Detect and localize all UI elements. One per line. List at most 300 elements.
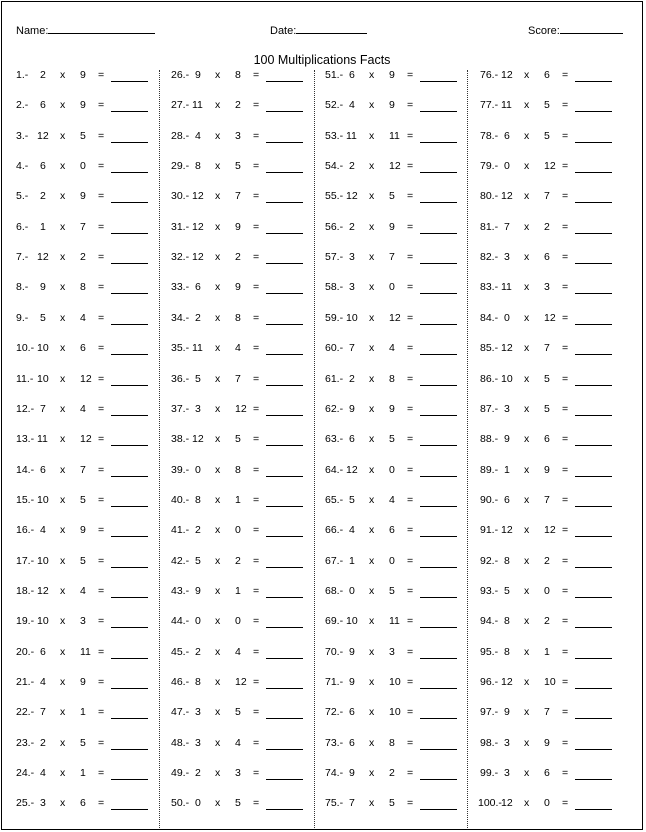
- factor-b: 3: [389, 645, 395, 658]
- times-sign: x: [369, 342, 375, 355]
- problem-number: 28.-: [171, 129, 190, 142]
- problem-row: [325, 69, 465, 83]
- answer-blank[interactable]: [420, 281, 457, 294]
- factor-b: 9: [80, 524, 86, 537]
- factor-b: 2: [235, 251, 241, 264]
- factor-a: 6: [40, 160, 46, 173]
- times-sign: x: [60, 676, 66, 688]
- answer-blank[interactable]: [266, 555, 303, 568]
- times-sign: x: [369, 797, 375, 810]
- answer-blank[interactable]: [575, 646, 612, 659]
- column-divider: [159, 70, 160, 828]
- answer-blank[interactable]: [266, 737, 303, 750]
- factor-a: 11: [501, 281, 512, 294]
- times-sign: x: [369, 251, 375, 264]
- equals-sign: =: [407, 433, 414, 446]
- answer-blank[interactable]: [575, 797, 612, 810]
- answer-blank[interactable]: [575, 99, 612, 112]
- factor-a: 11: [501, 99, 512, 112]
- problem-row: [480, 312, 620, 326]
- factor-b: 7: [544, 190, 550, 203]
- answer-blank[interactable]: [266, 342, 303, 355]
- answer-blank[interactable]: [420, 646, 457, 659]
- factor-a: 6: [504, 129, 510, 142]
- problem-number: 51.-: [325, 69, 344, 81]
- answer-blank[interactable]: [420, 251, 457, 264]
- problem-number: 78.-: [480, 129, 499, 142]
- answer-blank[interactable]: [111, 433, 148, 446]
- factor-b: 7: [80, 463, 86, 476]
- answer-blank[interactable]: [266, 676, 303, 689]
- problem-row: [171, 373, 311, 387]
- answer-blank[interactable]: [266, 646, 303, 659]
- answer-blank[interactable]: [111, 342, 148, 355]
- equals-sign: =: [98, 433, 105, 446]
- answer-blank[interactable]: [266, 706, 303, 719]
- answer-blank[interactable]: [420, 160, 457, 173]
- date-field: [270, 24, 367, 37]
- problem-row: [171, 585, 311, 599]
- equals-sign: =: [407, 342, 414, 355]
- name-label: Name:: [16, 25, 49, 37]
- problem-row: [325, 615, 465, 629]
- answer-blank[interactable]: [575, 524, 612, 537]
- times-sign: x: [369, 554, 375, 567]
- times-sign: x: [60, 524, 66, 537]
- answer-blank[interactable]: [420, 99, 457, 112]
- factor-b: 6: [544, 251, 550, 264]
- times-sign: x: [524, 402, 530, 415]
- factor-a: 10: [346, 615, 358, 628]
- factor-a: 2: [195, 645, 201, 658]
- answer-blank[interactable]: [420, 312, 457, 325]
- answer-blank[interactable]: [266, 160, 303, 173]
- times-sign: x: [215, 372, 221, 385]
- times-sign: x: [60, 311, 66, 324]
- worksheet-title: 100 Multiplications Facts: [253, 53, 391, 67]
- factor-a: 7: [40, 402, 46, 415]
- equals-sign: =: [562, 797, 569, 810]
- answer-blank[interactable]: [111, 130, 148, 143]
- answer-blank[interactable]: [420, 585, 457, 598]
- factor-b: 7: [235, 372, 241, 385]
- answer-blank[interactable]: [575, 676, 612, 689]
- factor-a: 8: [195, 676, 201, 688]
- equals-sign: =: [407, 767, 414, 780]
- problem-row: [171, 797, 311, 811]
- answer-blank[interactable]: [111, 69, 148, 82]
- equals-sign: =: [98, 342, 105, 355]
- answer-blank[interactable]: [266, 585, 303, 598]
- equals-sign: =: [98, 402, 105, 415]
- factor-b: 3: [235, 767, 241, 780]
- factor-a: 9: [349, 676, 355, 688]
- problem-number: 65.-: [325, 493, 344, 506]
- answer-blank[interactable]: [575, 767, 612, 780]
- factor-a: 4: [349, 524, 355, 537]
- answer-blank[interactable]: [575, 585, 612, 598]
- answer-blank[interactable]: [266, 130, 303, 143]
- times-sign: x: [524, 251, 530, 264]
- problem-row: [16, 99, 156, 113]
- factor-b: 0: [389, 281, 395, 294]
- answer-blank[interactable]: [575, 464, 612, 477]
- equals-sign: =: [253, 190, 260, 203]
- equals-sign: =: [253, 433, 260, 446]
- answer-blank[interactable]: [266, 797, 303, 810]
- equals-sign: =: [562, 524, 569, 537]
- factor-a: 5: [349, 493, 355, 506]
- answer-blank[interactable]: [111, 190, 148, 203]
- answer-blank[interactable]: [420, 555, 457, 568]
- answer-blank[interactable]: [575, 221, 612, 234]
- equals-sign: =: [407, 584, 414, 597]
- equals-sign: =: [562, 676, 569, 688]
- problem-number: 37.-: [171, 402, 190, 415]
- equals-sign: =: [407, 493, 414, 506]
- factor-b: 6: [80, 797, 86, 810]
- times-sign: x: [60, 99, 66, 112]
- problem-number: 18.-: [16, 584, 35, 597]
- problem-row: [171, 403, 311, 417]
- answer-blank[interactable]: [266, 464, 303, 477]
- problem-row: [480, 190, 620, 204]
- equals-sign: =: [562, 251, 569, 264]
- answer-blank[interactable]: [420, 433, 457, 446]
- problem-row: [171, 251, 311, 265]
- answer-blank[interactable]: [266, 221, 303, 234]
- answer-blank[interactable]: [111, 251, 148, 264]
- equals-sign: =: [98, 554, 105, 567]
- equals-sign: =: [562, 493, 569, 506]
- problem-row: [325, 524, 465, 538]
- answer-blank[interactable]: [111, 221, 148, 234]
- answer-blank[interactable]: [111, 281, 148, 294]
- factor-a: 10: [37, 554, 49, 567]
- answer-blank[interactable]: [111, 676, 148, 689]
- times-sign: x: [524, 736, 530, 749]
- equals-sign: =: [253, 160, 260, 173]
- factor-a: 9: [349, 645, 355, 658]
- equals-sign: =: [562, 767, 569, 780]
- answer-blank[interactable]: [420, 373, 457, 386]
- answer-blank[interactable]: [575, 433, 612, 446]
- problem-number: 38.-: [171, 433, 190, 446]
- problem-number: 91.-: [480, 524, 499, 537]
- factor-b: 9: [389, 69, 395, 81]
- answer-blank[interactable]: [266, 281, 303, 294]
- answer-blank[interactable]: [575, 251, 612, 264]
- factor-a: 2: [195, 311, 201, 324]
- factor-a: 12: [37, 584, 49, 597]
- problem-row: [480, 767, 620, 781]
- problem-number: 54.-: [325, 160, 344, 173]
- problem-row: [16, 767, 156, 781]
- times-sign: x: [215, 402, 221, 415]
- times-sign: x: [524, 69, 530, 81]
- date-label: Date:: [270, 25, 297, 37]
- answer-blank[interactable]: [266, 433, 303, 446]
- answer-blank[interactable]: [111, 555, 148, 568]
- score-blank[interactable]: [560, 24, 623, 34]
- problem-row: [16, 130, 156, 144]
- problem-row: [171, 99, 311, 113]
- times-sign: x: [215, 554, 221, 567]
- times-sign: x: [60, 342, 66, 355]
- problem-row: [16, 464, 156, 478]
- equals-sign: =: [407, 69, 414, 81]
- answer-blank[interactable]: [420, 69, 457, 82]
- name-blank[interactable]: [48, 24, 155, 34]
- answer-blank[interactable]: [111, 737, 148, 750]
- answer-blank[interactable]: [575, 342, 612, 355]
- problem-number: 44.-: [171, 615, 190, 628]
- problem-row: [16, 797, 156, 811]
- answer-blank[interactable]: [575, 312, 612, 325]
- problem-row: [480, 585, 620, 599]
- equals-sign: =: [253, 676, 260, 688]
- factor-a: 12: [346, 190, 358, 203]
- factor-b: 7: [544, 706, 550, 719]
- factor-a: 4: [40, 524, 46, 537]
- answer-blank[interactable]: [420, 706, 457, 719]
- answer-blank[interactable]: [111, 99, 148, 112]
- factor-a: 0: [195, 463, 201, 476]
- problem-row: [480, 706, 620, 720]
- problem-number: 81.-: [480, 220, 499, 233]
- problem-row: [16, 342, 156, 356]
- answer-blank[interactable]: [420, 130, 457, 143]
- column-divider: [314, 70, 315, 828]
- answer-blank[interactable]: [111, 615, 148, 628]
- equals-sign: =: [407, 402, 414, 415]
- factor-a: 12: [501, 69, 513, 81]
- times-sign: x: [369, 129, 375, 142]
- answer-blank[interactable]: [266, 190, 303, 203]
- factor-a: 0: [504, 160, 510, 173]
- times-sign: x: [60, 251, 66, 264]
- factor-b: 4: [80, 584, 86, 597]
- problem-row: [480, 221, 620, 235]
- equals-sign: =: [253, 402, 260, 415]
- times-sign: x: [60, 160, 66, 173]
- answer-blank[interactable]: [575, 281, 612, 294]
- equals-sign: =: [98, 736, 105, 749]
- factor-b: 5: [235, 706, 241, 719]
- equals-sign: =: [98, 797, 105, 810]
- equals-sign: =: [562, 160, 569, 173]
- answer-blank[interactable]: [420, 342, 457, 355]
- times-sign: x: [524, 372, 530, 385]
- factor-a: 9: [195, 584, 201, 597]
- problem-row: [171, 646, 311, 660]
- problem-number: 93.-: [480, 584, 499, 597]
- problem-row: [16, 646, 156, 660]
- factor-a: 10: [501, 372, 513, 385]
- answer-blank[interactable]: [266, 99, 303, 112]
- times-sign: x: [215, 645, 221, 658]
- problem-row: [171, 433, 311, 447]
- answer-blank[interactable]: [111, 160, 148, 173]
- times-sign: x: [215, 584, 221, 597]
- factor-b: 5: [80, 493, 86, 506]
- answer-blank[interactable]: [575, 373, 612, 386]
- answer-blank[interactable]: [420, 797, 457, 810]
- answer-blank[interactable]: [111, 403, 148, 416]
- times-sign: x: [215, 160, 221, 173]
- answer-blank[interactable]: [266, 69, 303, 82]
- times-sign: x: [215, 706, 221, 719]
- factor-a: 4: [40, 767, 46, 780]
- factor-b: 9: [80, 190, 86, 203]
- times-sign: x: [60, 372, 66, 385]
- problem-row: [16, 221, 156, 235]
- equals-sign: =: [98, 220, 105, 233]
- answer-blank[interactable]: [420, 221, 457, 234]
- problem-row: [171, 494, 311, 508]
- times-sign: x: [215, 433, 221, 446]
- problem-row: [171, 130, 311, 144]
- answer-blank[interactable]: [111, 706, 148, 719]
- answer-blank[interactable]: [420, 615, 457, 628]
- factor-b: 0: [235, 615, 241, 628]
- answer-blank[interactable]: [266, 524, 303, 537]
- equals-sign: =: [98, 463, 105, 476]
- problem-row: [325, 403, 465, 417]
- factor-b: 8: [235, 311, 241, 324]
- date-blank[interactable]: [296, 24, 367, 34]
- equals-sign: =: [562, 99, 569, 112]
- answer-blank[interactable]: [575, 706, 612, 719]
- problem-row: [16, 494, 156, 508]
- score-field: [528, 24, 623, 37]
- problem-row: [325, 99, 465, 113]
- problem-number: 22.-: [16, 706, 35, 719]
- problem-row: [325, 281, 465, 295]
- factor-b: 9: [389, 402, 395, 415]
- problem-row: [171, 160, 311, 174]
- problem-row: [171, 676, 311, 690]
- answer-blank[interactable]: [575, 130, 612, 143]
- factor-a: 6: [195, 281, 201, 294]
- answer-blank[interactable]: [266, 615, 303, 628]
- answer-blank[interactable]: [420, 737, 457, 750]
- equals-sign: =: [98, 524, 105, 537]
- answer-blank[interactable]: [575, 615, 612, 628]
- times-sign: x: [524, 433, 530, 446]
- problem-number: 42.-: [171, 554, 190, 567]
- times-sign: x: [215, 524, 221, 537]
- problem-row: [325, 312, 465, 326]
- answer-blank[interactable]: [575, 737, 612, 750]
- equals-sign: =: [253, 554, 260, 567]
- answer-blank[interactable]: [266, 251, 303, 264]
- problem-number: 94.-: [480, 615, 499, 628]
- problem-row: [325, 160, 465, 174]
- problem-row: [171, 706, 311, 720]
- times-sign: x: [369, 160, 375, 173]
- answer-blank[interactable]: [266, 373, 303, 386]
- answer-blank[interactable]: [111, 646, 148, 659]
- factor-a: 2: [195, 767, 201, 780]
- answer-blank[interactable]: [575, 555, 612, 568]
- times-sign: x: [524, 190, 530, 203]
- equals-sign: =: [407, 281, 414, 294]
- answer-blank[interactable]: [266, 494, 303, 507]
- times-sign: x: [60, 584, 66, 597]
- problem-number: 20.-: [16, 645, 35, 658]
- problem-row: [16, 160, 156, 174]
- answer-blank[interactable]: [420, 676, 457, 689]
- answer-blank[interactable]: [575, 69, 612, 82]
- problem-row: [480, 464, 620, 478]
- equals-sign: =: [562, 736, 569, 749]
- times-sign: x: [215, 615, 221, 628]
- answer-blank[interactable]: [111, 464, 148, 477]
- times-sign: x: [524, 797, 530, 810]
- times-sign: x: [60, 220, 66, 233]
- factor-b: 0: [389, 463, 395, 476]
- equals-sign: =: [562, 342, 569, 355]
- answer-blank[interactable]: [420, 403, 457, 416]
- factor-b: 6: [544, 433, 550, 446]
- answer-blank[interactable]: [575, 190, 612, 203]
- answer-blank[interactable]: [420, 464, 457, 477]
- problem-number: 55.-: [325, 190, 344, 203]
- factor-a: 10: [346, 311, 358, 324]
- answer-blank[interactable]: [575, 494, 612, 507]
- answer-blank[interactable]: [575, 160, 612, 173]
- answer-blank[interactable]: [111, 494, 148, 507]
- answer-blank[interactable]: [420, 190, 457, 203]
- answer-blank[interactable]: [266, 767, 303, 780]
- times-sign: x: [524, 524, 530, 537]
- answer-blank[interactable]: [111, 373, 148, 386]
- answer-blank[interactable]: [111, 524, 148, 537]
- answer-blank[interactable]: [266, 312, 303, 325]
- answer-blank[interactable]: [111, 767, 148, 780]
- answer-blank[interactable]: [420, 494, 457, 507]
- problem-number: 2.-: [16, 99, 29, 112]
- times-sign: x: [524, 767, 530, 780]
- times-sign: x: [215, 797, 221, 810]
- problem-row: [480, 342, 620, 356]
- factor-b: 9: [235, 220, 241, 233]
- problem-row: [480, 433, 620, 447]
- problem-row: [325, 221, 465, 235]
- factor-b: 5: [80, 129, 86, 142]
- factor-b: 9: [80, 99, 86, 112]
- times-sign: x: [524, 493, 530, 506]
- problem-row: [16, 373, 156, 387]
- factor-b: 5: [389, 190, 395, 203]
- factor-a: 3: [195, 402, 201, 415]
- factor-b: 4: [235, 342, 241, 355]
- answer-blank[interactable]: [420, 767, 457, 780]
- answer-blank[interactable]: [111, 797, 148, 810]
- factor-a: 12: [501, 342, 513, 355]
- answer-blank[interactable]: [266, 403, 303, 416]
- times-sign: x: [524, 706, 530, 719]
- factor-b: 9: [544, 736, 550, 749]
- answer-blank[interactable]: [111, 312, 148, 325]
- times-sign: x: [369, 311, 375, 324]
- answer-blank[interactable]: [575, 403, 612, 416]
- factor-b: 0: [544, 797, 550, 810]
- answer-blank[interactable]: [111, 585, 148, 598]
- answer-blank[interactable]: [420, 524, 457, 537]
- factor-a: 0: [349, 584, 355, 597]
